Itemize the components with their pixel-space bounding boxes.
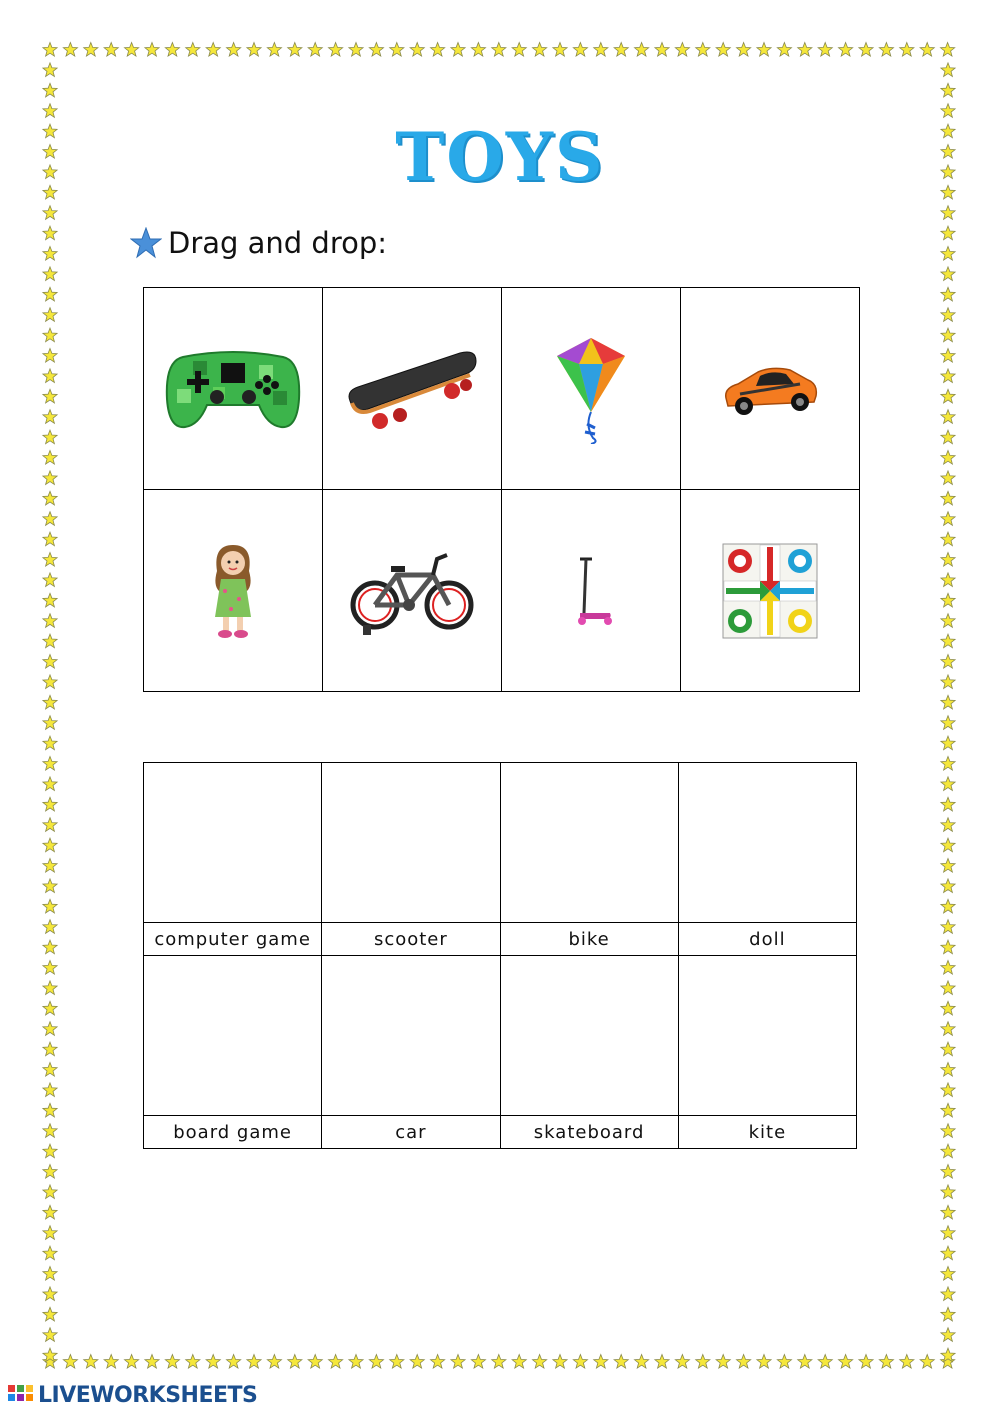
border-star-icon <box>941 1307 955 1321</box>
border-star-icon <box>941 1001 955 1015</box>
border-star-icon <box>125 1355 139 1369</box>
border-star-icon <box>941 451 955 465</box>
border-star-icon <box>573 1355 587 1369</box>
word-label: scooter <box>322 923 500 956</box>
border-star-icon <box>941 879 955 893</box>
border-star-icon <box>492 1355 506 1369</box>
border-star-icon <box>43 614 57 628</box>
border-star-icon <box>125 43 139 57</box>
border-star-icon <box>655 1355 669 1369</box>
border-star-icon <box>43 1165 57 1179</box>
word-label: doll <box>678 923 856 956</box>
border-star-icon <box>941 695 955 709</box>
border-star-icon <box>43 1083 57 1097</box>
skateboard-icon[interactable] <box>342 339 482 439</box>
border-star-icon <box>288 43 302 57</box>
border-star-icon <box>533 43 547 57</box>
border-star-icon <box>43 655 57 669</box>
border-star-icon <box>165 43 179 57</box>
border-star-icon <box>43 859 57 873</box>
border-star-icon <box>43 43 57 57</box>
footer-logo[interactable] <box>8 1383 257 1408</box>
doll-icon[interactable] <box>203 541 263 641</box>
picture-cell[interactable] <box>681 288 860 490</box>
border-star-icon <box>941 1063 955 1077</box>
drop-zone[interactable] <box>144 956 322 1116</box>
border-star-icon <box>247 1355 261 1369</box>
border-star-icon <box>941 961 955 975</box>
border-star-icon <box>43 1063 57 1077</box>
border-star-icon <box>941 532 955 546</box>
border-star-icon <box>941 1022 955 1036</box>
border-star-icon <box>675 1355 689 1369</box>
toy-car-icon[interactable] <box>720 354 820 424</box>
border-star-icon <box>145 1355 159 1369</box>
border-star-icon <box>920 43 934 57</box>
border-star-icon <box>941 757 955 771</box>
border-star-icon <box>390 1355 404 1369</box>
border-star-icon <box>941 63 955 77</box>
border-star-icon <box>941 1144 955 1158</box>
border-star-icon <box>43 349 57 363</box>
board-game-icon[interactable] <box>722 543 818 639</box>
border-star-icon <box>573 43 587 57</box>
border-star-icon <box>43 1246 57 1260</box>
border-star-icon <box>614 43 628 57</box>
picture-cell[interactable] <box>323 288 502 490</box>
border-star-icon <box>43 1124 57 1138</box>
instruction <box>130 223 387 263</box>
border-star-icon <box>941 1267 955 1281</box>
border-star-icon <box>43 63 57 77</box>
border-star-icon <box>43 981 57 995</box>
border-star-icon <box>941 471 955 485</box>
border-star-icon <box>308 1355 322 1369</box>
border-star-icon <box>43 328 57 342</box>
border-star-icon <box>757 43 771 57</box>
border-star-icon <box>369 1355 383 1369</box>
border-star-icon <box>410 1355 424 1369</box>
border-star-icon <box>941 83 955 97</box>
border-star-icon <box>941 247 955 261</box>
border-star-icon <box>941 226 955 240</box>
border-star-icon <box>900 1355 914 1369</box>
border-star-icon <box>247 43 261 57</box>
border-star-icon <box>63 1355 77 1369</box>
border-star-icon <box>43 1042 57 1056</box>
picture-cell[interactable] <box>502 288 681 490</box>
word-label: kite <box>678 1116 856 1149</box>
footer-brand: LIVEWORKSHEETS <box>38 1383 258 1408</box>
border-star-icon <box>43 593 57 607</box>
border-star-icon <box>941 389 955 403</box>
border-star-icon <box>696 1355 710 1369</box>
border-star-icon <box>329 1355 343 1369</box>
border-star-icon <box>390 43 404 57</box>
border-star-icon <box>410 43 424 57</box>
border-star-icon <box>43 634 57 648</box>
border-star-icon <box>43 1287 57 1301</box>
picture-cell[interactable] <box>502 490 681 692</box>
border-star-icon <box>288 1355 302 1369</box>
word-label: computer game <box>144 923 322 956</box>
border-star-icon <box>941 899 955 913</box>
border-star-icon <box>941 1185 955 1199</box>
border-star-icon <box>451 1355 465 1369</box>
border-star-icon <box>635 43 649 57</box>
border-star-icon <box>839 1355 853 1369</box>
border-star-icon <box>43 512 57 526</box>
border-star-icon <box>227 1355 241 1369</box>
border-star-icon <box>43 1267 57 1281</box>
border-star-icon <box>941 1083 955 1097</box>
border-star-icon <box>941 1246 955 1260</box>
border-star-icon <box>43 451 57 465</box>
border-star-icon <box>941 777 955 791</box>
border-star-icon <box>941 736 955 750</box>
border-star-icon <box>594 43 608 57</box>
border-star-icon <box>349 1355 363 1369</box>
border-star-icon <box>941 512 955 526</box>
border-star-icon <box>941 573 955 587</box>
border-star-icon <box>43 1328 57 1342</box>
blue-star-icon <box>130 227 162 259</box>
border-star-icon <box>227 43 241 57</box>
border-star-icon <box>165 1355 179 1369</box>
border-star-icon <box>941 1205 955 1219</box>
border-star-icon <box>941 1226 955 1240</box>
border-star-icon <box>63 43 77 57</box>
border-star-icon <box>267 1355 281 1369</box>
border-star-icon <box>716 43 730 57</box>
border-star-icon <box>43 491 57 505</box>
border-star-icon <box>941 328 955 342</box>
drop-zone[interactable] <box>500 956 678 1116</box>
border-star-icon <box>43 1103 57 1117</box>
border-star-icon <box>329 43 343 57</box>
border-star-icon <box>43 206 57 220</box>
border-star-icon <box>941 430 955 444</box>
drop-zone[interactable] <box>678 763 856 923</box>
border-star-icon <box>43 675 57 689</box>
border-star-icon <box>84 1355 98 1369</box>
border-star-icon <box>43 736 57 750</box>
border-star-icon <box>43 369 57 383</box>
picture-cell[interactable] <box>681 490 860 692</box>
border-star-icon <box>43 716 57 730</box>
border-star-icon <box>104 43 118 57</box>
border-star-icon <box>84 43 98 57</box>
border-star-icon <box>879 1355 893 1369</box>
border-star-icon <box>941 104 955 118</box>
border-star-icon <box>941 859 955 873</box>
border-star-icon <box>655 43 669 57</box>
border-star-icon <box>186 1355 200 1369</box>
border-star-icon <box>941 410 955 424</box>
word-label: board game <box>144 1116 322 1149</box>
border-star-icon <box>43 777 57 791</box>
border-star-icon <box>492 43 506 57</box>
border-star-icon <box>941 940 955 954</box>
drop-zone[interactable] <box>678 956 856 1116</box>
border-star-icon <box>716 1355 730 1369</box>
border-star-icon <box>859 43 873 57</box>
border-star-icon <box>553 1355 567 1369</box>
border-star-icon <box>43 267 57 281</box>
border-star-icon <box>798 43 812 57</box>
border-star-icon <box>43 920 57 934</box>
border-star-icon <box>941 287 955 301</box>
border-star-icon <box>941 634 955 648</box>
drop-zone[interactable] <box>322 956 500 1116</box>
border-star-icon <box>737 43 751 57</box>
border-star-icon <box>145 43 159 57</box>
border-star-icon <box>941 1103 955 1117</box>
border-star-icon <box>941 308 955 322</box>
border-star-icon <box>941 797 955 811</box>
border-star-icon <box>941 1287 955 1301</box>
border-star-icon <box>696 43 710 57</box>
border-star-icon <box>43 226 57 240</box>
border-star-icon <box>920 1355 934 1369</box>
scooter-icon[interactable] <box>566 551 616 631</box>
page-title: TOYS <box>395 118 605 196</box>
border-star-icon <box>941 655 955 669</box>
border-star-icon <box>451 43 465 57</box>
border-star-icon <box>941 1165 955 1179</box>
word-label: bike <box>500 923 678 956</box>
border-star-icon <box>777 1355 791 1369</box>
border-star-icon <box>941 43 955 57</box>
border-star-icon <box>941 349 955 363</box>
border-star-icon <box>512 43 526 57</box>
border-star-icon <box>798 1355 812 1369</box>
border-star-icon <box>737 1355 751 1369</box>
border-star-icon <box>675 43 689 57</box>
border-star-icon <box>43 1001 57 1015</box>
border-star-icon <box>818 43 832 57</box>
border-star-icon <box>43 818 57 832</box>
border-star-icon <box>941 593 955 607</box>
border-star-icon <box>43 879 57 893</box>
border-star-icon <box>941 1042 955 1056</box>
border-star-icon <box>43 553 57 567</box>
border-star-icon <box>941 818 955 832</box>
border-star-icon <box>757 1355 771 1369</box>
word-label: skateboard <box>500 1116 678 1149</box>
liveworksheets-logo-icon <box>8 1385 34 1407</box>
border-star-icon <box>553 43 567 57</box>
border-star-icon <box>308 43 322 57</box>
border-star-icon <box>267 43 281 57</box>
border-star-icon <box>818 1355 832 1369</box>
border-star-icon <box>941 614 955 628</box>
border-star-icon <box>104 1355 118 1369</box>
border-star-icon <box>879 43 893 57</box>
drop-zone[interactable] <box>500 763 678 923</box>
border-star-icon <box>206 1355 220 1369</box>
game-controller-icon[interactable] <box>163 339 303 439</box>
border-star-icon <box>186 43 200 57</box>
border-star-icon <box>43 410 57 424</box>
picture-cell[interactable] <box>144 490 323 692</box>
border-star-icon <box>839 43 853 57</box>
border-star-icon <box>43 899 57 913</box>
border-star-icon <box>43 695 57 709</box>
border-star-icon <box>941 981 955 995</box>
border-star-icon <box>941 491 955 505</box>
border-star-icon <box>512 1355 526 1369</box>
border-star-icon <box>43 940 57 954</box>
border-star-icon <box>941 1124 955 1138</box>
border-star-icon <box>43 1307 57 1321</box>
border-star-icon <box>941 675 955 689</box>
border-star-icon <box>369 43 383 57</box>
border-star-icon <box>43 247 57 261</box>
border-star-icon <box>349 43 363 57</box>
border-star-icon <box>941 206 955 220</box>
border-star-icon <box>431 1355 445 1369</box>
border-star-icon <box>941 1328 955 1342</box>
border-star-icon <box>43 308 57 322</box>
border-star-icon <box>614 1355 628 1369</box>
border-star-icon <box>43 104 57 118</box>
picture-cell[interactable] <box>144 288 323 490</box>
border-star-icon <box>941 920 955 934</box>
border-star-icon <box>43 1144 57 1158</box>
answer-grid <box>143 762 857 1149</box>
border-star-icon <box>859 1355 873 1369</box>
border-star-icon <box>941 369 955 383</box>
instruction-text: Drag and drop: <box>168 226 388 260</box>
border-star-icon <box>777 43 791 57</box>
border-star-icon <box>941 267 955 281</box>
kite-icon[interactable] <box>541 334 641 444</box>
border-star-icon <box>206 43 220 57</box>
border-star-icon <box>941 838 955 852</box>
border-star-icon <box>43 838 57 852</box>
border-star-icon <box>43 1022 57 1036</box>
border-star-icon <box>43 1185 57 1199</box>
border-star-icon <box>43 573 57 587</box>
border-star-icon <box>594 1355 608 1369</box>
drop-zone[interactable] <box>322 763 500 923</box>
picture-cell[interactable] <box>323 490 502 692</box>
border-star-icon <box>43 430 57 444</box>
bike-icon[interactable] <box>347 541 477 641</box>
border-star-icon <box>900 43 914 57</box>
word-label: car <box>322 1116 500 1149</box>
border-star-icon <box>43 389 57 403</box>
border-star-icon <box>635 1355 649 1369</box>
border-star-icon <box>43 532 57 546</box>
border-star-icon <box>471 1355 485 1369</box>
border-star-icon <box>43 287 57 301</box>
border-star-icon <box>43 797 57 811</box>
border-star-icon <box>43 1226 57 1240</box>
border-star-icon <box>941 716 955 730</box>
border-star-icon <box>43 961 57 975</box>
border-star-icon <box>43 83 57 97</box>
border-star-icon <box>43 1205 57 1219</box>
border-star-icon <box>533 1355 547 1369</box>
border-star-icon <box>43 471 57 485</box>
picture-grid <box>143 287 860 692</box>
border-star-icon <box>43 757 57 771</box>
border-star-icon <box>941 553 955 567</box>
border-star-icon <box>471 43 485 57</box>
border-star-icon <box>431 43 445 57</box>
drop-zone[interactable] <box>144 763 322 923</box>
